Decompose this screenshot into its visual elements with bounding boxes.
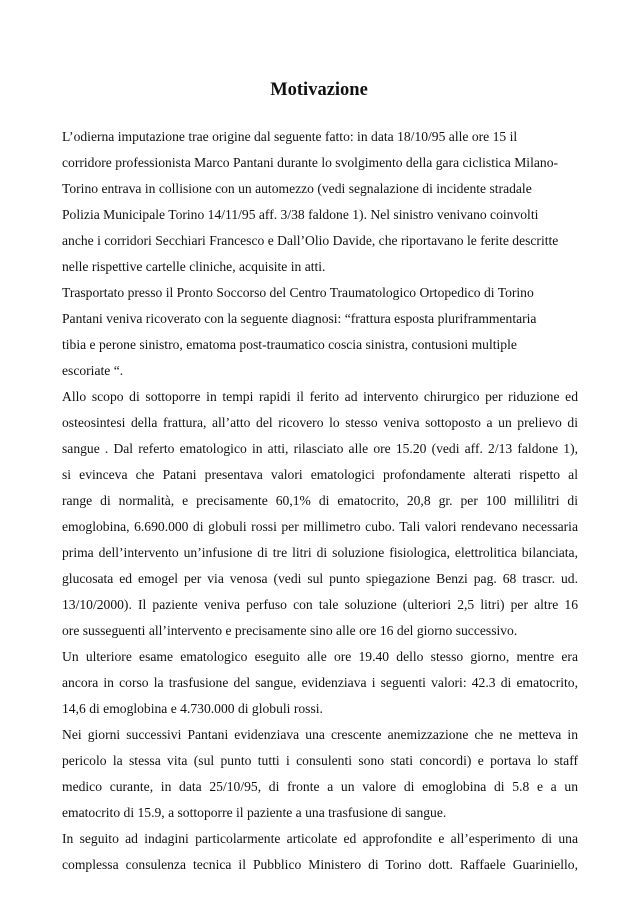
text-line: ore susseguenti all’intervento e precisamente sino alle ore 16 del giorno successivo. (62, 623, 518, 638)
text-line: Trasportato presso il Pronto Soccorso del Centro Traumatologico Ortopedico di Torino (62, 285, 534, 300)
text-line: ematocrito di 15.9, a sottoporre il paziente a una trasfusione di sangue. (62, 805, 447, 820)
text-line: escoriate “. (62, 363, 124, 378)
text-line: 13/10/2000). Il paziente veniva perfuso con tale soluzione (ulteriori 2,5 litri) per altre 16 (62, 597, 578, 612)
text-line: osteosintesi della frattura, all’atto del ricovero lo stesso veniva sottoposto a un prelievo di (62, 415, 578, 430)
text-line: Torino entrava in collisione con un automezzo (vedi segnalazione di incidente stradale (62, 181, 532, 196)
text-line: range di normalità, e precisamente 60,1% di ematocrito, 20,8 gr. per 100 millilitri di (62, 493, 578, 508)
text-line: si evinceva che Patani presentava valori ematologici profondamente alterati rispetto al (62, 467, 578, 482)
document-title: Motivazione (270, 80, 368, 100)
text-line: Nei giorni successivi Pantani evidenziava una crescente anemizzazione che ne metteva in (62, 727, 578, 742)
text-line: In seguito ad indagini particolarmente articolate ed approfondite e all’esperimento di una (62, 831, 578, 846)
text-line: complessa consulenza tecnica il Pubblico Ministero di Torino dott. Raffaele Guariniello, (62, 857, 578, 872)
text-line: corridore professionista Marco Pantani durante lo svolgimento della gara ciclistica Milano- (62, 155, 559, 170)
text-line: Polizia Municipale Torino 14/11/95 aff. 3/38 faldone 1). Nel sinistro venivano coinvolti (62, 207, 539, 222)
text-line: emoglobina, 6.690.000 di globuli rossi per millimetro cubo. Tali valori rendevano necessaria (62, 519, 578, 534)
text-line: anche i corridori Secchiari Francesco e Dall’Olio Davide, che riportavano le ferite descritte (62, 233, 559, 248)
text-line: Un ulteriore esame ematologico eseguito alle ore 19.40 dello stesso giorno, mentre era (62, 649, 578, 664)
text-line: Allo scopo di sottoporre in tempi rapidi il ferito ad intervento chirurgico per riduzione ed (62, 389, 578, 404)
text-line: medico curante, in data 25/10/95, di fronte a un valore di emoglobina di 5.8 e a un (62, 779, 578, 794)
text-line: ancora in corso la trasfusione del sangue, evidenziava i seguenti valori: 42.3 di ematocrito, (62, 675, 578, 690)
text-line: L’odierna imputazione trae origine dal seguente fatto: in data 18/10/95 alle ore 15 il (62, 129, 518, 144)
text-line: glucosata ed emogel per via venosa (vedi sul punto spiegazione Benzi pag. 68 trascr. ud. (62, 571, 578, 586)
text-line: Pantani veniva ricoverato con la seguente diagnosi: “frattura esposta pluriframmentaria (62, 311, 537, 326)
document-body (62, 124, 578, 878)
text-line: nelle rispettive cartelle cliniche, acquisite in atti. (62, 259, 326, 274)
text-line: sangue . Dal referto ematologico in atti, rilasciato alle ore 15.20 (vedi aff. 2/13 faldone 1), (62, 441, 578, 456)
text-line: tibia e perone sinistro, ematoma post-traumatico coscia sinistra, contusioni multiple (62, 337, 517, 352)
text-line: pericolo la stessa vita (sul punto tutti i consulenti sono stati concordi) e portava lo staff (62, 753, 578, 768)
text-line: prima dell’intervento un’infusione di tre litri di soluzione fisiologica, elettrolitica bilanciata, (62, 545, 578, 560)
text-line: 14,6 di emoglobina e 4.730.000 di globuli rossi. (62, 701, 323, 716)
